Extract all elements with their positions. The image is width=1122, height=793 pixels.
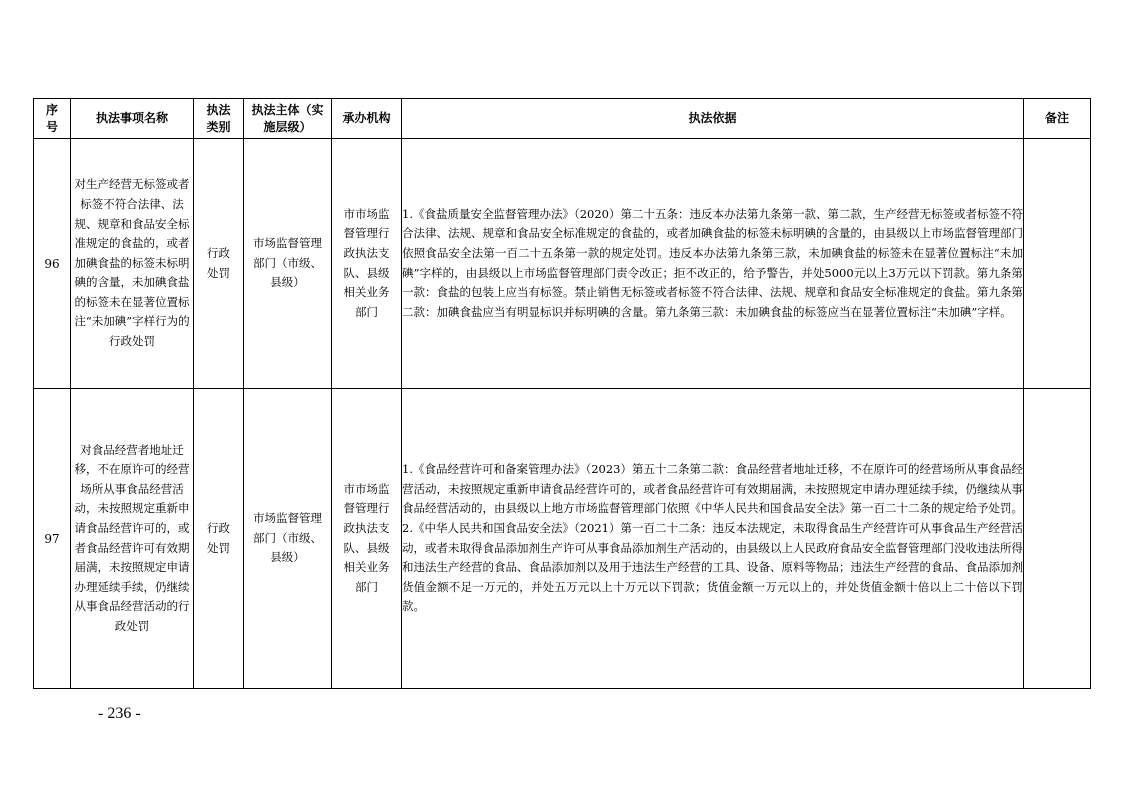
header-basis: 执法依据 xyxy=(402,99,1024,139)
page-number: - 236 - xyxy=(98,705,141,722)
item-name: 对食品经营者地址迁移，不在原许可的经营场所从事食品经营活动，未按照规定重新申请食品经营许可的，或者食品经营许可有效期届满，未按照规定申请办理延续手续，仍继续从事食品经营活动的行政处罚 xyxy=(71,389,194,689)
basis-paragraph: 1.《食盐质量安全监督管理办法》（2020）第二十五条：违反本办法第九条第一款、第二款，生产经营无标签或者标签不符合法律、法规、规章和食品安全标准规定的食盐的，或者加碘食盐的标签未标明碘的含量的，由县级以上市场监督管理部门依照食品安全法第一百二十五条第一款的规定处罚。违反本办法第九条第三款，未加碘食盐的标签未在显著位置标注“未加碘”字样的，由县级以上市场监督管理部门责令改正；拒不改正的，给予警告，并处5000元以上3万元以下罚款。第九条第一款：食盐的包装上应当有标签。禁止销售无标签或者标签不符合法律、法规、规章和食品安全标准规定的食盐。第九条第二款：加碘食盐应当有明显标识并标明碘的含量。第九条第三款：未加碘食盐的标签应当在显著位置标注“未加碘”字样。 xyxy=(402,206,1023,319)
header-remark: 备注 xyxy=(1024,99,1091,139)
table-row xyxy=(34,139,1091,389)
item-name: 对生产经营无标签或者标签不符合法律、法规、规章和食品安全标准规定的食盐的，或者加碘食盐的标签未标明碘的含量，未加碘食盐的标签未在显著位置标注“未加碘”字样行为的行政处罚 xyxy=(71,139,194,389)
table-row xyxy=(34,389,1091,689)
handling-org: 市市场监督管理行政执法支队、县级相关业务部门 xyxy=(332,389,402,689)
enforcement-category: 行政处罚 xyxy=(194,389,244,689)
basis-paragraph: 1.《食品经营许可和备案管理办法》（2023）第五十二条第二款：食品经营者地址迁移，不在原许可的经营场所从事食品经营活动，未按照规定重新申请食品经营许可的，或者食品经营许可有效期届满，未按照规定申请办理延续手续，仍继续从事食品经营活动的，由县级以上地方市场监督管理部门依照《中华人民共和国食品安全法》第一百二十二条的规定给予处罚。 xyxy=(402,462,1023,516)
remark xyxy=(1024,139,1091,389)
header-org: 承办机构 xyxy=(332,99,402,139)
header-name: 执法事项名称 xyxy=(71,99,194,139)
handling-org: 市市场监督管理行政执法支队、县级相关业务部门 xyxy=(332,139,402,389)
enforcement-subject: 市场监督管理部门（市级、县级） xyxy=(244,139,332,389)
row-number: 97 xyxy=(34,389,71,689)
row-number: 96 xyxy=(34,139,71,389)
header-category: 执法类别 xyxy=(194,99,244,139)
header-subject: 执法主体（实施层级） xyxy=(244,99,332,139)
header-no: 序号 xyxy=(34,99,71,139)
legal-basis xyxy=(402,139,1024,389)
enforcement-category: 行政处罚 xyxy=(194,139,244,389)
enforcement-table xyxy=(33,98,1091,689)
basis-paragraph: 2.《中华人民共和国食品安全法》（2021）第一百二十二条：违反本法规定，未取得食品生产经营许可从事食品生产经营活动，或者未取得食品添加剂生产许可从事食品添加剂生产活动的，由县级以上人民政府食品安全监督管理部门没收违法所得和违法生产经营的食品、食品添加剂以及用于违法生产经营的工具、设备、原料等物品；违法生产经营的食品、食品添加剂货值金额不足一万元的，并处五万元以上十万元以下罚款；货值金额一万元以上的，并处货值金额十倍以上二十倍以下罚款。 xyxy=(402,520,1023,614)
enforcement-subject: 市场监督管理部门（市级、县级） xyxy=(244,389,332,689)
legal-basis xyxy=(402,389,1024,689)
header-row xyxy=(34,99,1091,139)
remark xyxy=(1024,389,1091,689)
